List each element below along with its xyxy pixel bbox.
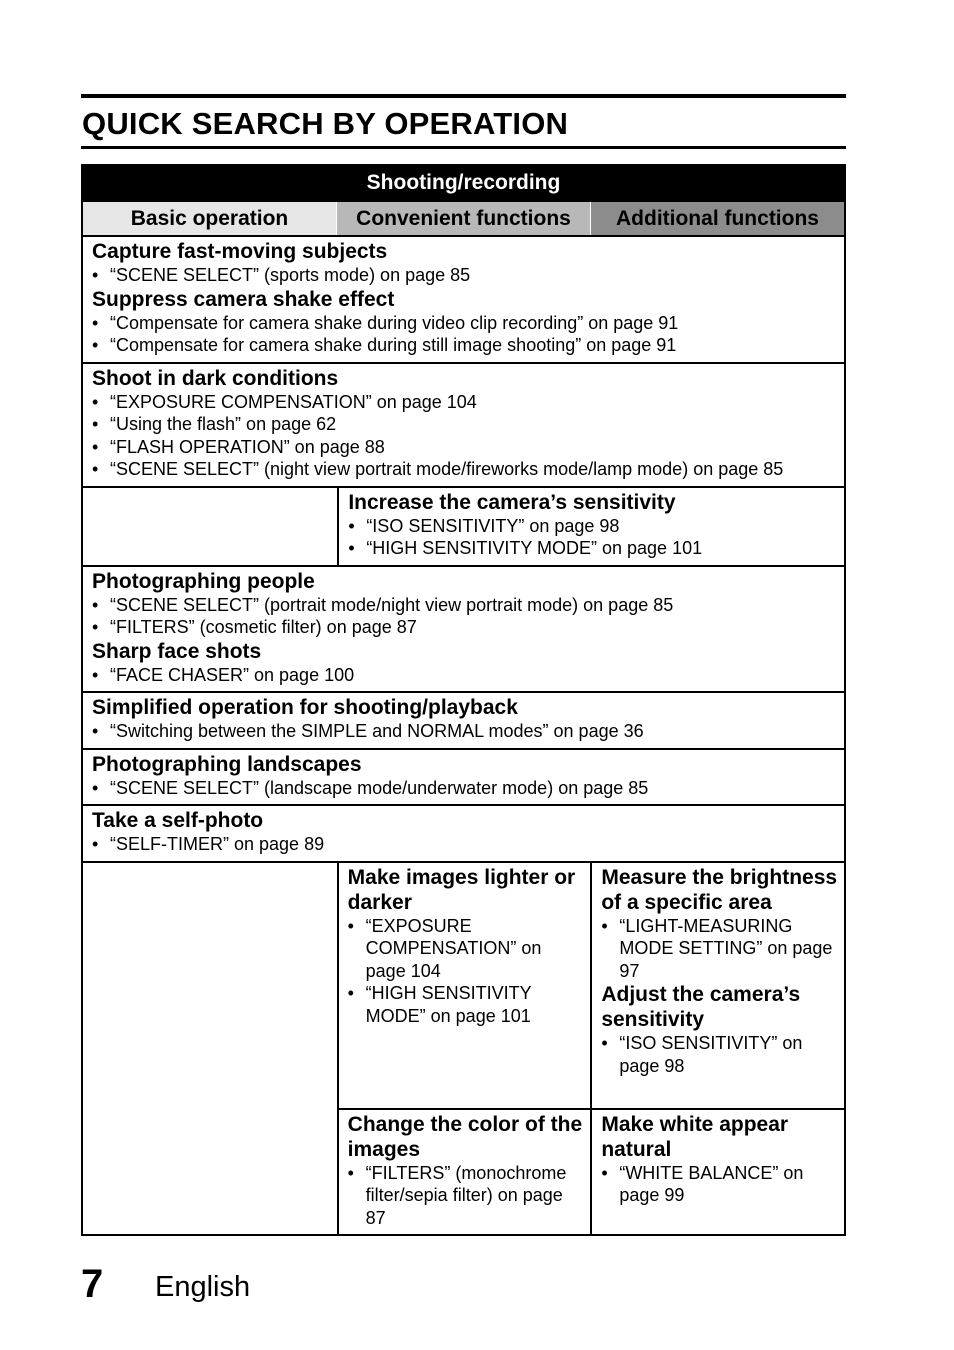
table-header: Shooting/recording [83, 166, 844, 202]
reference-item: • “Switching between the SIMPLE and NORMAL modes” on page 36 [92, 720, 836, 743]
lighter-cell [339, 863, 591, 1110]
sensitivity-cell [337, 488, 844, 565]
empty-cell [83, 488, 337, 565]
reference-item: • “SCENE SELECT” (night view portrait mode/fireworks mode/lamp mode) on page 85 [92, 458, 836, 481]
reference-list [92, 391, 836, 481]
section-title: Suppress camera shake effect [92, 287, 395, 311]
reference-list [348, 515, 838, 560]
measure-cell [592, 863, 844, 1110]
reference-item: • “FILTERS” (monochrome filter/sepia filter) on page 87 [348, 1162, 585, 1230]
quick-search-table [81, 164, 846, 1236]
reference-item: • “SELF-TIMER” on page 89 [92, 833, 836, 856]
column-header-additional: Additional functions [590, 202, 844, 235]
section-title: Shoot in dark conditions [92, 366, 339, 390]
reference-list [601, 915, 838, 983]
section-title: Capture fast-moving subjects [92, 240, 388, 263]
white-cell [592, 1110, 844, 1212]
reference-item: • “HIGH SENSITIVITY MODE” on page 101 [348, 537, 838, 560]
reference-list [348, 915, 585, 1028]
reference-list [92, 594, 836, 639]
additional-column [590, 863, 844, 1235]
row-self-photo [83, 806, 844, 863]
section-title: Make white appear natural [601, 1112, 789, 1161]
reference-item: • “Compensate for camera shake during video clip recording” on page 91 [92, 312, 836, 335]
language-label: English [155, 1271, 251, 1303]
section-title: Make images lighter or darker [347, 865, 576, 914]
reference-item: • “HIGH SENSITIVITY MODE” on page 101 [348, 982, 585, 1027]
reference-list [601, 1032, 838, 1077]
reference-item: • “ISO SENSITIVITY” on page 98 [601, 1032, 838, 1077]
title-block [81, 94, 846, 149]
page-number: 7 [81, 1262, 104, 1306]
reference-item: • “ISO SENSITIVITY” on page 98 [348, 515, 838, 538]
reference-list [92, 833, 836, 856]
section-title: Measure the brightness of a specific area [601, 865, 838, 914]
reference-item: • “EXPOSURE COMPENSATION” on page 104 [348, 915, 585, 983]
color-cell [339, 1110, 591, 1235]
section-title: Take a self-photo [92, 809, 264, 832]
reference-item: • “FLASH OPERATION” on page 88 [92, 436, 836, 459]
reference-list [92, 312, 836, 357]
reference-item: • “SCENE SELECT” (sports mode) on page 85 [92, 264, 836, 287]
row-fast-moving-shake [83, 237, 844, 364]
section-title: Photographing people [92, 569, 315, 593]
section-title: Increase the camera’s sensitivity [348, 490, 676, 514]
section-title: Photographing landscapes [92, 752, 362, 776]
row-people [83, 567, 844, 694]
reference-item: • “FILTERS” (cosmetic filter) on page 87 [92, 616, 836, 639]
reference-list [92, 777, 836, 800]
section-title: Adjust the camera’s sensitivity [601, 983, 801, 1031]
reference-item: • “EXPOSURE COMPENSATION” on page 104 [92, 391, 836, 414]
row-image-adjustments [83, 863, 844, 1235]
reference-item: • “Using the flash” on page 62 [92, 413, 836, 436]
dark-conditions-cell [83, 364, 844, 488]
reference-item: • “SCENE SELECT” (portrait mode/night view portrait mode) on page 85 [92, 594, 836, 617]
reference-item: • “WHITE BALANCE” on page 99 [601, 1162, 838, 1207]
section-title: Simplified operation for shooting/playback [92, 696, 518, 719]
page-title: QUICK SEARCH BY OPERATION [82, 106, 569, 141]
section-title: Change the color of the images [347, 1112, 583, 1161]
row-dark-conditions [83, 364, 844, 567]
empty-cell [83, 863, 337, 1235]
row-landscapes [83, 750, 844, 807]
reference-list [92, 264, 836, 287]
reference-list [92, 720, 836, 743]
reference-item: • “FACE CHASER” on page 100 [92, 664, 836, 687]
column-header-basic: Basic operation [83, 202, 336, 235]
reference-list [601, 1162, 838, 1207]
column-headers [83, 202, 844, 237]
reference-list [348, 1162, 585, 1230]
reference-item: • “LIGHT-MEASURING MODE SETTING” on page 97 [601, 915, 838, 983]
reference-item: • “Compensate for camera shake during still image shooting” on page 91 [92, 334, 836, 357]
convenient-column [337, 863, 591, 1235]
column-header-convenient: Convenient functions [336, 202, 590, 235]
reference-item: • “SCENE SELECT” (landscape mode/underwater mode) on page 85 [92, 777, 836, 800]
sensitivity-subrow [83, 488, 844, 565]
reference-list [92, 664, 836, 687]
row-simplified [83, 693, 844, 750]
section-title: Sharp face shots [92, 639, 262, 663]
